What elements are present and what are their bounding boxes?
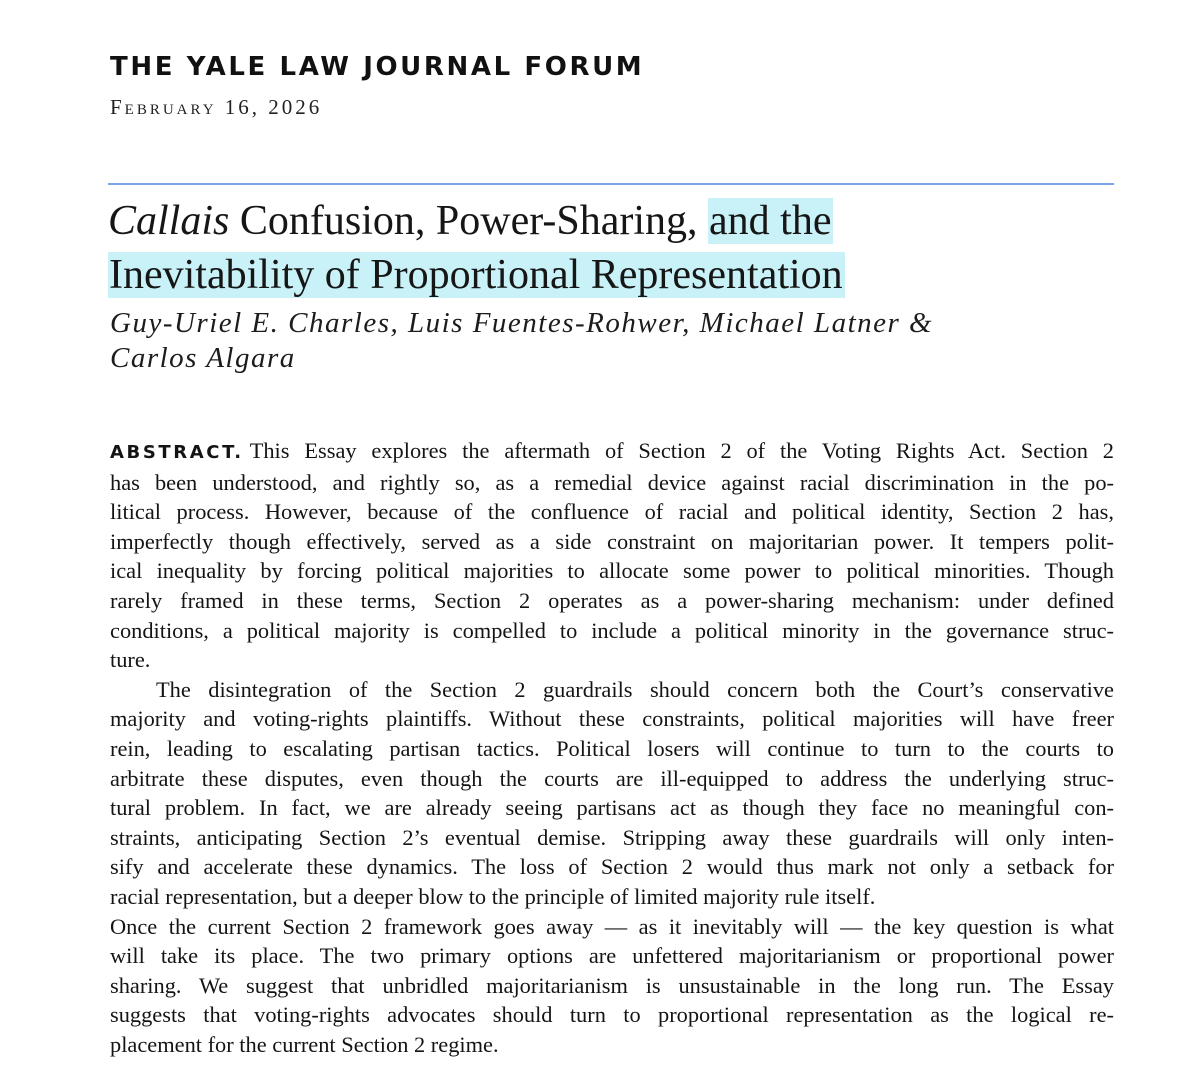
title-highlighted-text-1: and the xyxy=(709,198,832,244)
abstract-line-text: sify and accelerate these dynamics. The loss of Section 2 would thus mark not only a setback for xyxy=(110,854,1114,880)
title-line-2 xyxy=(108,248,1118,302)
abstract-line xyxy=(110,852,1114,882)
abstract-line-text: has been understood, and rightly so, as a remedial device against racial discrimination in the po- xyxy=(110,469,1114,495)
abstract-line-text: suggests that voting-rights advocates should turn to proportional representation as the logical re- xyxy=(110,1002,1114,1028)
abstract-line-text: rein, leading to escalating partisan tactics. Political losers will continue to turn to the courts to xyxy=(110,735,1114,761)
abstract-line-text: litical process. However, because of the confluence of racial and political identity, Section 2 has, xyxy=(110,499,1114,525)
article-authors xyxy=(110,306,1120,376)
abstract-line xyxy=(110,793,1114,823)
abstract-line-text: placement for the current Section 2 regime. xyxy=(110,1031,499,1057)
abstract-line xyxy=(110,1000,1114,1030)
abstract-line-text: conditions, a political majority is compelled to include a political minority in the governance struc- xyxy=(110,617,1114,643)
abstract-line-text: arbitrate these disputes, even though the courts are ill-equipped to address the underlying struc- xyxy=(110,765,1114,791)
title-line-1-text: Confusion, Power-Sharing, xyxy=(229,198,709,244)
title-line-1 xyxy=(108,194,1118,248)
authors-line-2: Carlos Algara xyxy=(110,342,296,374)
abstract-line xyxy=(110,556,1114,586)
abstract-line-text: ical inequality by forcing political majorities to allocate some power to political minorities. Though xyxy=(110,558,1114,584)
abstract-line xyxy=(110,1030,1114,1060)
abstract-line xyxy=(110,704,1114,734)
abstract-paragraph-1 xyxy=(110,436,1114,675)
article-title xyxy=(108,194,1118,302)
abstract-line xyxy=(110,823,1114,853)
abstract-line xyxy=(110,497,1114,527)
abstract-line-text: Once the current Section 2 framework goes away — as it inevitably will — the key question is what xyxy=(110,913,1114,939)
abstract-line xyxy=(110,527,1114,557)
abstract-line xyxy=(110,971,1114,1001)
abstract-line xyxy=(110,941,1114,971)
abstract-line-text: ture. xyxy=(110,647,151,673)
abstract-line xyxy=(110,912,1114,942)
abstract-line xyxy=(110,675,1114,705)
abstract-line xyxy=(110,436,1114,468)
abstract-line-text: racial representation, but a deeper blow to the principle of limited majority rule itself. xyxy=(110,883,876,909)
abstract xyxy=(110,436,1114,1059)
publication-date: February 16, 2026 xyxy=(110,95,323,119)
abstract-line-text: straints, anticipating Section 2’s eventual demise. Stripping away these guardrails will only inten- xyxy=(110,824,1114,850)
authors-line-1: Guy-Uriel E. Charles, Luis Fuentes-Rohwer, Michael Latner & xyxy=(110,307,934,339)
abstract-line-text: tural problem. In fact, we are already seeing partisans act as though they face no meaningful con- xyxy=(110,795,1114,821)
abstract-line xyxy=(110,586,1114,616)
abstract-line xyxy=(110,734,1114,764)
abstract-paragraph-2 xyxy=(110,675,1114,912)
abstract-line xyxy=(110,764,1114,794)
abstract-paragraph-3 xyxy=(110,912,1114,1060)
abstract-line xyxy=(110,616,1114,646)
journal-name: THE YALE LAW JOURNAL FORUM xyxy=(110,52,645,82)
abstract-line-text: imperfectly though effectively, served as a side constraint on majoritarian power. It tempers polit- xyxy=(110,528,1114,554)
abstract-line-text: This Essay explores the aftermath of Section 2 of the Voting Rights Act. Section 2 xyxy=(249,438,1114,463)
title-highlighted-text-2: Inevitability of Proportional Representation xyxy=(109,252,843,298)
abstract-line-text: rarely framed in these terms, Section 2 operates as a power-sharing mechanism: under defined xyxy=(110,587,1114,613)
abstract-label: ABSTRACT. xyxy=(110,442,244,463)
abstract-line xyxy=(110,645,1114,675)
abstract-line-text: sharing. We suggest that unbridled majoritarianism is unsustainable in the long run. The Essay xyxy=(110,972,1114,998)
abstract-line xyxy=(110,882,1114,912)
abstract-line xyxy=(110,468,1114,498)
abstract-line-text: will take its place. The two primary options are unfettered majoritarianism or proportional power xyxy=(110,943,1114,969)
abstract-line-text: majority and voting-rights plaintiffs. Without these constraints, political majorities will have freer xyxy=(110,706,1114,732)
header-rule xyxy=(108,183,1114,185)
title-italic-case-name: Callais xyxy=(108,198,230,244)
abstract-line-text: The disintegration of the Section 2 guardrails should concern both the Court’s conservative xyxy=(156,676,1114,702)
